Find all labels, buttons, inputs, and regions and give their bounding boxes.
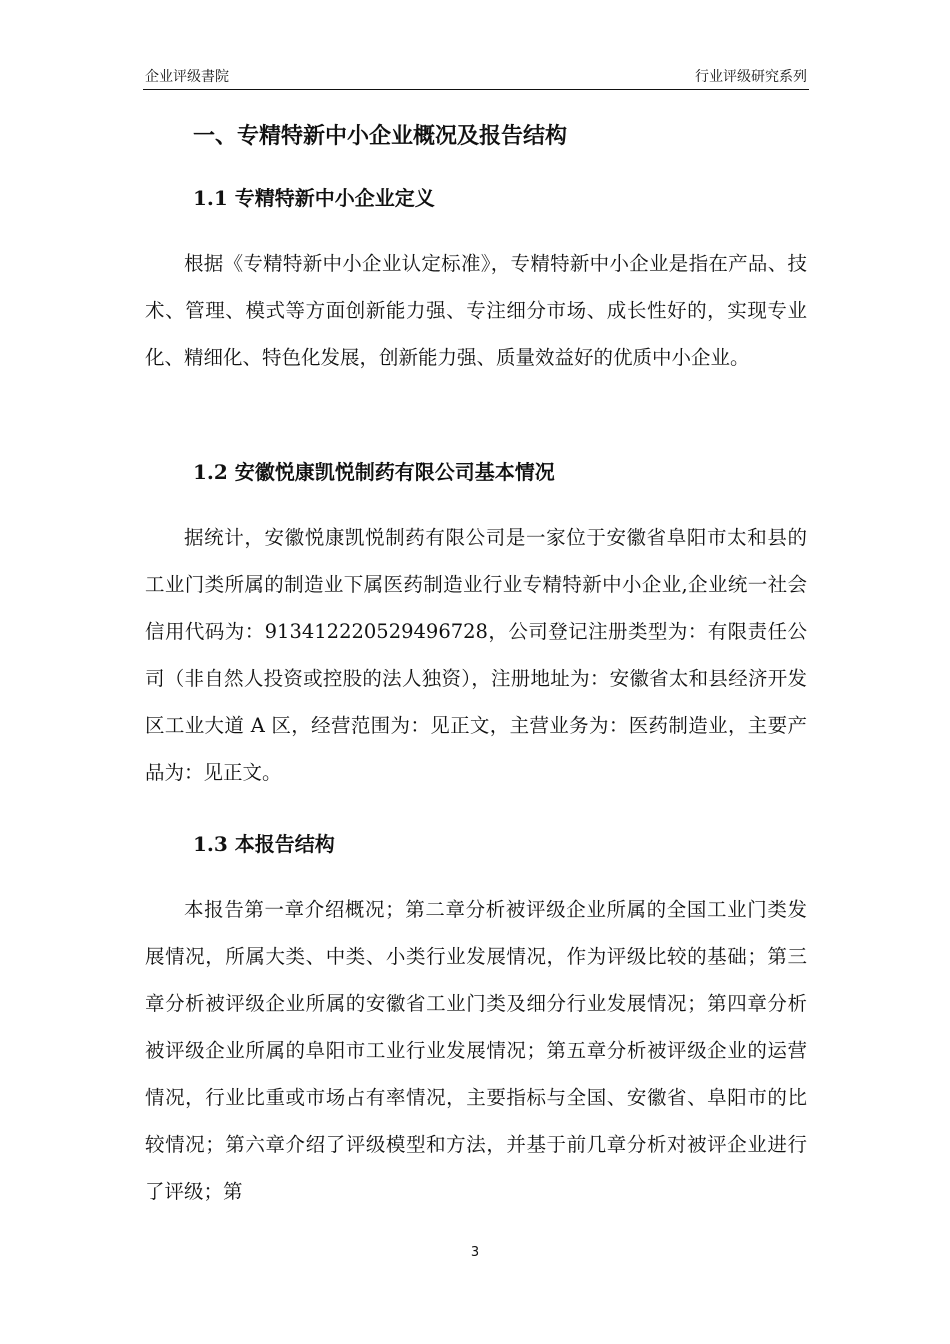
section-body-1-1: 根据《专精特新中小企业认定标准》，专精特新中小企业是指在产品、技术、管理、模式等方面创新能力强、专注细分市场、成长性好的，实现专业化、精细化、特色化发展，创新能力强、质量效益好的优质中小企业。 xyxy=(145,252,807,369)
section-heading-1-1: 1.1 专精特新中小企业定义 xyxy=(193,186,435,210)
header-left-text: 企业评级書院 xyxy=(145,69,229,85)
header-right-text: 行业评级研究系列 xyxy=(695,69,807,85)
header-divider xyxy=(143,89,809,90)
page-number: 3 xyxy=(470,1245,480,1260)
page-header xyxy=(145,66,807,88)
section-heading-1-2: 1.2 安徽悦康凯悦制药有限公司基本情况 xyxy=(193,460,555,484)
section-heading-1-3: 1.3 本报告结构 xyxy=(193,832,335,856)
section-body-1-2: 据统计，安徽悦康凯悦制药有限公司是一家位于安徽省阜阳市太和县的工业门类所属的制造业下属医药制造业行业专精特新中小企业,企业统一社会信用代码为：913412220529496728，公司登记注册类型为：有限责任公司（非自然人投资或控股的法人独资），注册地址为：安徽省太和县经济开发区工业大道 A 区，经营范围为：见正文，主营业务为：医药制造业，主要产品为：见正文。 xyxy=(145,526,807,784)
section-body-1-3: 本报告第一章介绍概况；第二章分析被评级企业所属的全国工业门类发展情况，所属大类、中类、小类行业发展情况，作为评级比较的基础；第三章分析被评级企业所属的安徽省工业门类及细分行业发展情况；第四章分析被评级企业所属的阜阳市工业行业发展情况；第五章分析被评级企业的运营情况，行业比重或市场占有率情况，主要指标与全国、安徽省、阜阳市的比较情况；第六章介绍了评级模型和方法，并基于前几章分析对被评企业进行了评级；第 xyxy=(145,898,807,1203)
chapter-title: 一、专精特新中小企业概况及报告结构 xyxy=(193,123,568,149)
